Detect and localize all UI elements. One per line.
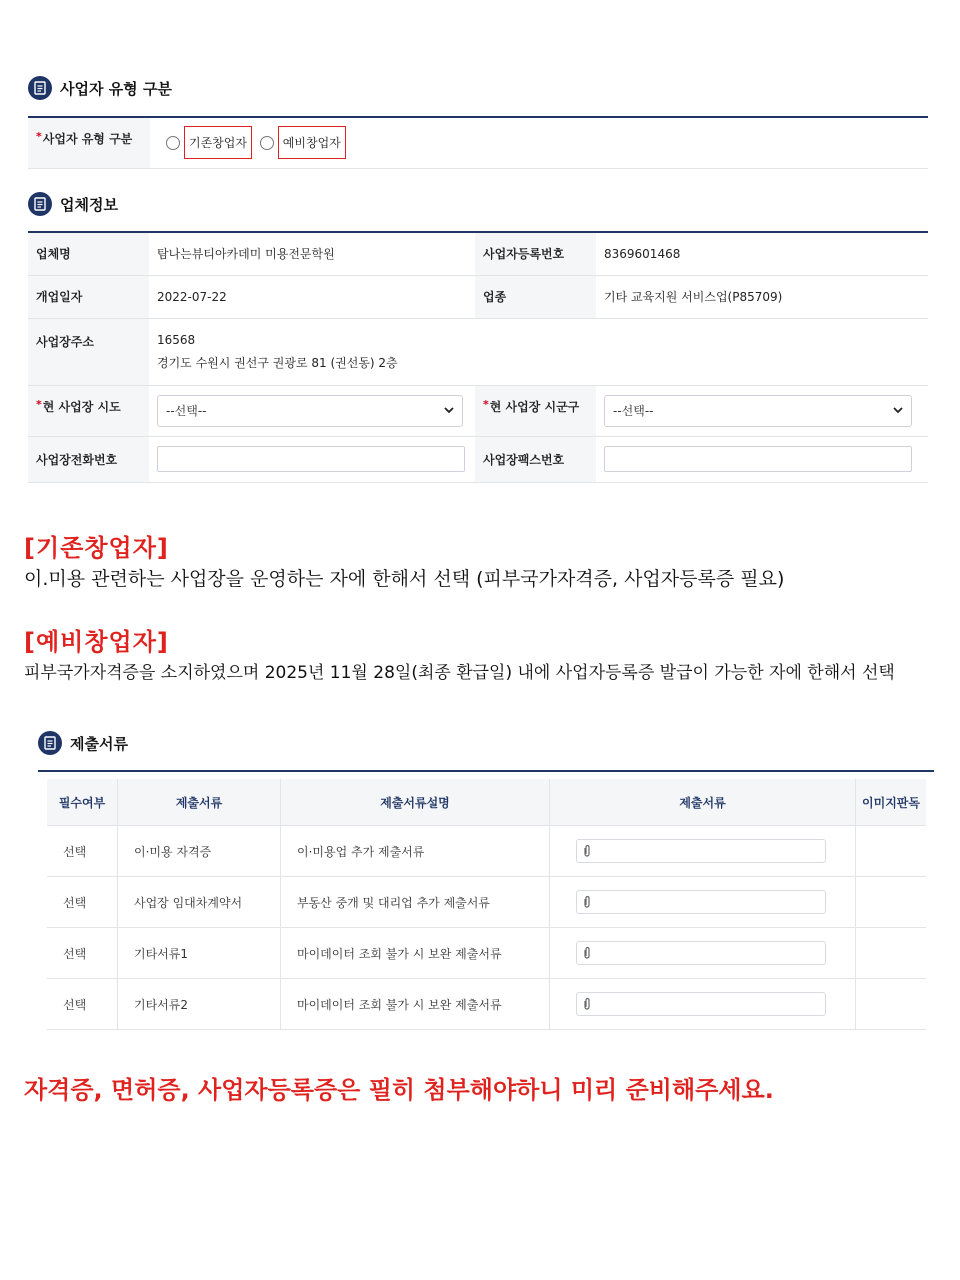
cell-required: 선택: [47, 928, 118, 979]
industry-value: 기타 교육지원 서비스업(P85709): [596, 275, 928, 318]
chevron-down-icon: [444, 407, 454, 414]
preliminary-heading: [예비창업자]: [24, 628, 169, 656]
file-upload-input[interactable]: [576, 890, 826, 914]
biz-reg-value: 8369601468: [596, 233, 928, 275]
existing-heading: [기존창업자]: [24, 534, 169, 562]
file-upload-input[interactable]: [576, 941, 826, 965]
cell-image-read: [856, 979, 927, 1030]
cell-required: 선택: [47, 877, 118, 928]
document-icon: [28, 192, 52, 216]
biz-reg-label: 사업자등록번호: [475, 233, 596, 275]
cell-desc: 부동산 중개 및 대리업 추가 제출서류: [281, 877, 550, 928]
open-date-label: 개업일자: [28, 275, 149, 318]
sigungu-select-value: --선택--: [613, 404, 654, 418]
cell-image-read: [856, 826, 927, 877]
sido-label: *현 사업장 시도: [28, 385, 149, 436]
divider: [38, 770, 934, 772]
company-info-table: [28, 233, 928, 483]
preliminary-note: 피부국가자격증을 소지하였으며 2025년 11월 28일(최종 환급일) 내에 사업자등록증 발급이 가능한 자에 한해서 선택: [24, 663, 895, 683]
fax-label: 사업장팩스번호: [475, 436, 596, 482]
radio-preliminary[interactable]: [260, 126, 346, 159]
cell-doc: 사업장 임대차계약서: [118, 877, 281, 928]
section-title-text: 제출서류: [70, 734, 128, 753]
address-label: 사업장주소: [28, 318, 149, 385]
cell-doc: 이·미용 자격증: [118, 826, 281, 877]
chevron-down-icon: [893, 407, 903, 414]
document-icon: [28, 76, 52, 100]
section-title-text: 업체정보: [60, 195, 118, 214]
existing-note: 이.미용 관련하는 사업장을 운영하는 자에 한해서 선택 (피부국가자격증, 사업자등록증 필요): [24, 568, 785, 590]
docs-table: [47, 779, 926, 1030]
cell-required: 선택: [47, 826, 118, 877]
file-upload-input[interactable]: [576, 839, 826, 863]
biz-type-label: *사업자 유형 구분: [28, 118, 150, 168]
section-title-docs: [38, 731, 128, 755]
cell-desc: 마이데이터 조회 불가 시 보완 제출서류: [281, 979, 550, 1030]
cell-image-read: [856, 877, 927, 928]
cell-doc: 기타서류2: [118, 979, 281, 1030]
col-header-image-read: 이미지판독: [856, 779, 927, 826]
table-row: [47, 979, 926, 1030]
fax-input[interactable]: [604, 446, 912, 472]
radio-existing-label[interactable]: 기존창업자: [184, 126, 252, 159]
file-upload-input[interactable]: [576, 992, 826, 1016]
table-row: [47, 928, 926, 979]
paperclip-icon: [583, 844, 591, 858]
paperclip-icon: [583, 946, 591, 960]
sido-select[interactable]: [157, 395, 463, 427]
cell-desc: 마이데이터 조회 불가 시 보완 제출서류: [281, 928, 550, 979]
zip-code: 16568: [157, 332, 196, 347]
sigungu-select[interactable]: [604, 395, 912, 427]
sigungu-label: *현 사업장 시군구: [475, 385, 596, 436]
open-date-value: 2022-07-22: [149, 275, 475, 318]
cell-required: 선택: [47, 979, 118, 1030]
radio-existing[interactable]: [166, 126, 252, 159]
table-row: [47, 826, 926, 877]
cell-doc: 기타서류1: [118, 928, 281, 979]
phone-input[interactable]: [157, 446, 465, 472]
biz-type-table: [28, 118, 928, 169]
industry-label: 업종: [475, 275, 596, 318]
phone-label: 사업장전화번호: [28, 436, 149, 482]
table-row: [47, 877, 926, 928]
radio-preliminary-label[interactable]: 예비창업자: [278, 126, 346, 159]
cell-desc: 이·미용업 추가 제출서류: [281, 826, 550, 877]
section-title-company: [28, 192, 118, 216]
company-name-value: 탐나는뷰티아카데미 미용전문학원: [149, 233, 475, 275]
col-header-doc: 제출서류: [118, 779, 281, 826]
section-title-text: 사업자 유형 구분: [60, 79, 172, 98]
paperclip-icon: [583, 895, 591, 909]
col-header-file: 제출서류: [550, 779, 856, 826]
document-icon: [38, 731, 62, 755]
company-name-label: 업체명: [28, 233, 149, 275]
radio-circle[interactable]: [166, 136, 180, 150]
cell-image-read: [856, 928, 927, 979]
col-header-required: 필수여부: [47, 779, 118, 826]
section-title-biz-type: [28, 76, 172, 100]
sido-select-value: --선택--: [166, 404, 207, 418]
final-notice: 자격증, 면허증, 사업자등록증은 필히 첨부해야하니 미리 준비해주세요.: [24, 1076, 774, 1104]
radio-circle[interactable]: [260, 136, 274, 150]
paperclip-icon: [583, 997, 591, 1011]
col-header-desc: 제출서류설명: [281, 779, 550, 826]
address-text: 경기도 수원시 권선구 권광로 81 (권선동) 2층: [157, 355, 398, 370]
